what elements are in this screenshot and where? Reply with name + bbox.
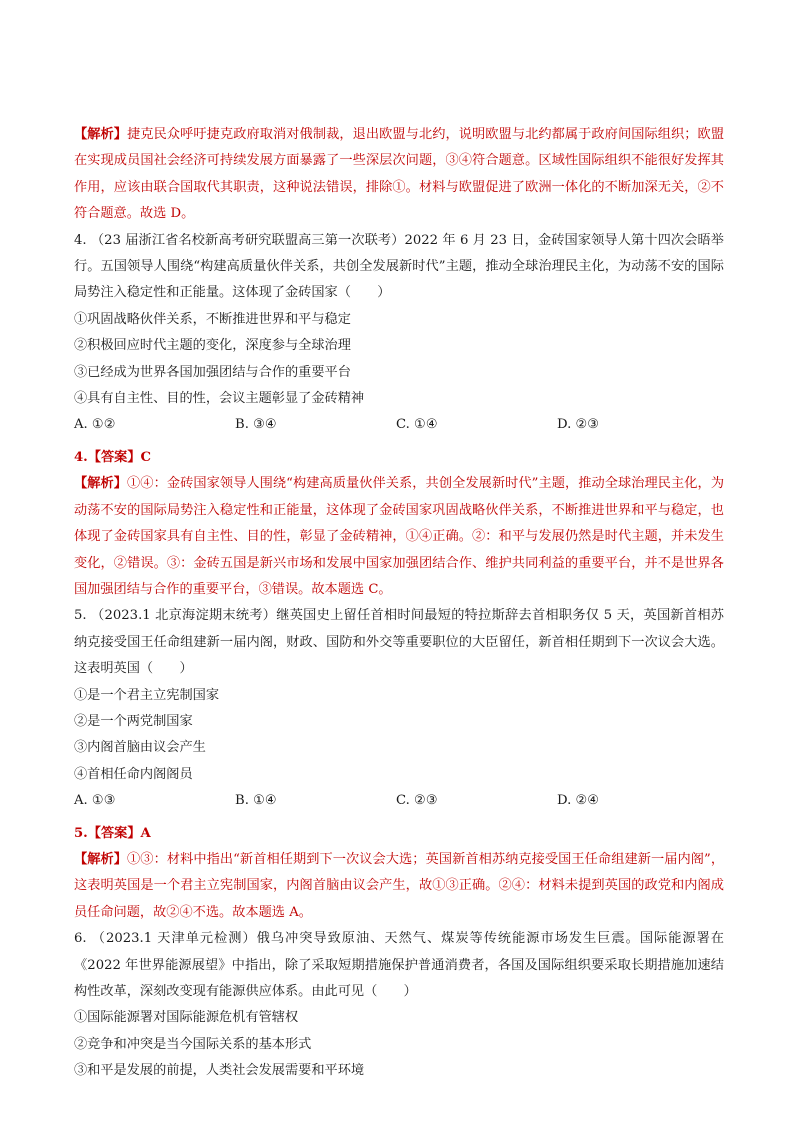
q4-choice-a: A. ①② xyxy=(74,417,116,433)
q5-item-4: ④首相任命内阁阁员 xyxy=(74,766,193,782)
analysis-text: ①③：材料中指出“新首相任期到下一次议会大选；英国新首相苏纳克接受国王任命组建新一届内阁”，这表明英国是一个君主立宪制国家，内阁首脑由议会产生，故①③正确。②④：材料未提到英国的政党和内阁成员任命问题，故②④不选。故本题选 A。 xyxy=(74,851,725,920)
q4-item-1: ①巩固战略伙伴关系，不断推进世界和平与稳定 xyxy=(74,311,351,327)
q5-choice-b: B. ①④ xyxy=(235,793,277,809)
q4-item-2: ②积极回应时代主题的变化，深度参与全球治理 xyxy=(74,338,351,354)
question-5-stem: 5. （2023.1 北京海淀期末统考）继英国史上留任首相时间最短的特拉斯辞去首相职务仅 5 天，英国新首相苏纳克接受国王任命组建新一届内阁，财政、国防和外交等重要职位的大臣留任，新首相任期到下一次议会大选。这表明英国（ ） xyxy=(74,608,724,677)
analysis-text: ①④：金砖国家领导人围绕“构建高质量伙伴关系，共创全发展新时代”主题，推动全球治理民主化，为动荡不安的国际局势注入稳定性和正能量，这体现了金砖国家巩固战略伙伴关系，不断推进世界和平与稳定，也体现了金砖国家具有自主性、目的性，彰显了金砖精神，①④正确。②：和平与发展仍然是时代主题，并未发生变化，②错误。③：金砖五国是新兴市场和发展中国家加强团结合作、维护共同利益的重要平台，并不是世界各国加强团结与合作的重要平台，③错误。故本题选 C。 xyxy=(74,476,725,597)
analysis-block-q3 xyxy=(74,122,724,228)
q4-choice-c: C. ①④ xyxy=(396,417,438,433)
q4-choices xyxy=(74,412,724,438)
analysis-label: 【解析】 xyxy=(74,127,128,142)
q6-item-2: ②竞争和冲突是当今国际关系的基本形式 xyxy=(74,1036,312,1052)
analysis-label: 【解析】 xyxy=(74,476,128,492)
q4-item-4: ④具有自主性、目的性，会议主题彰显了金砖精神 xyxy=(74,391,365,407)
q5-choice-c: C. ②③ xyxy=(396,793,438,809)
document-page xyxy=(74,122,724,1085)
question-4-stem: 4. （23 届浙江省名校新高考研究联盟高三第一次联考）2022 年 6 月 23 日，金砖国家领导人第十四次会晤举行。五国领导人围绕“构建高质量伙伴关系，共创全发展新时代”主题，推动全球治理民主化，为动荡不安的国际局势注入稳定性和正能量。这体现了金砖国家（ ） xyxy=(74,232,724,301)
q4-choice-b: B. ③④ xyxy=(235,417,277,433)
q4-item-3: ③已经成为世界各国加强团结与合作的重要平台 xyxy=(74,364,351,380)
q6-item-3: ③和平是发展的前提，人类社会发展需要和平环境 xyxy=(74,1063,365,1079)
q5-choice-a: A. ①③ xyxy=(74,793,116,809)
q5-item-3: ③内阁首脑由议会产生 xyxy=(74,740,206,756)
q5-analysis xyxy=(74,847,724,926)
q5-item-2: ②是一个两党制国家 xyxy=(74,713,193,729)
question-6-stem: 6. （2023.1 天津单元检测）俄乌冲突导致原油、天然气、煤炭等传统能源市场发生巨震。国际能源署在《2022 年世界能源展望》中指出，除了采取短期措施保护普通消费者，各国及国际组织要采取长期措施加速结构性改革，深刻改变现有能源供应体系。由此可见（ ） xyxy=(74,931,724,999)
q5-choices xyxy=(74,788,724,814)
q4-choice-d: D. ②③ xyxy=(557,417,600,433)
q6-item-1: ①国际能源署对国际能源危机有管辖权 xyxy=(74,1010,299,1026)
q4-analysis xyxy=(74,471,724,603)
q4-answer: 4.【答案】C xyxy=(74,449,152,465)
analysis-label: 【解析】 xyxy=(74,851,128,867)
q5-item-1: ①是一个君主立宪制国家 xyxy=(74,687,220,703)
analysis-text: 捷克民众呼吁捷克政府取消对俄制裁，退出欧盟与北约，说明欧盟与北约都属于政府间国际组织；欧盟在实现成员国社会经济可持续发展方面暴露了一些深层次问题，③④符合题意。区域性国际组织不能很好发挥其作用，应该由联合国取代其职责，这种说法错误，排除①。材料与欧盟促进了欧洲一体化的不断加深无关，②不符合题意。故选 D。 xyxy=(74,127,725,222)
q5-choice-d: D. ②④ xyxy=(557,793,600,809)
q5-answer: 5.【答案】A xyxy=(74,825,151,841)
